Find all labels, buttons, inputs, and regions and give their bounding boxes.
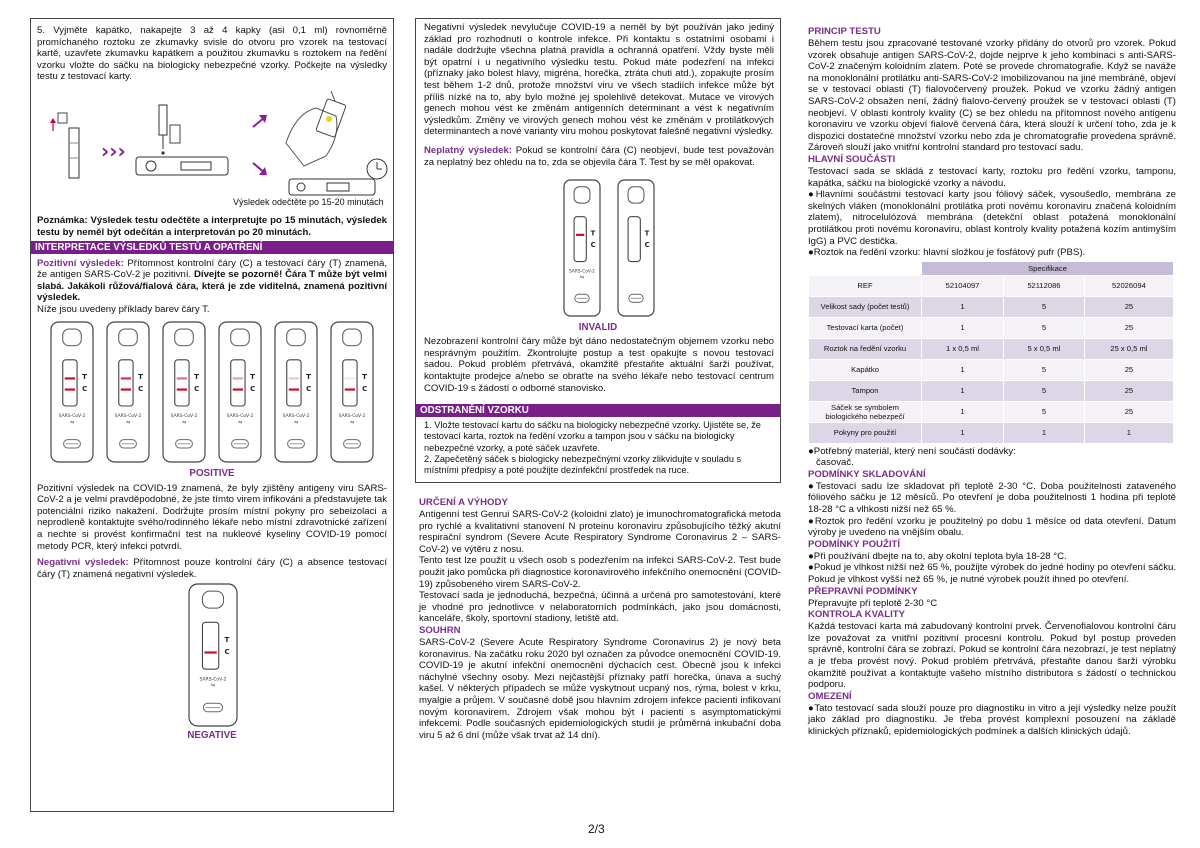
positive-warning: Dívejte se pozorně! Čára T může být velmi slabá. Jakákoli růžová/fialová čára, která je zde viditelná, znamená pozitivní výsledek. [37, 269, 387, 304]
test-cassette [564, 180, 600, 316]
positive-label: Pozitivní výsledek: [37, 257, 124, 269]
result-window [287, 359, 301, 405]
purpose-para-2: Tento test lze použít u všech osob s podezřením na infekci SARS-CoV-2. Test bude použit jako pomůcka při diagnostice koronavirového infekčního onemocnění (COVID-19) způsobeného virem SARS-CoV-2. [419, 555, 781, 590]
components-card: ●Hlavními součástmi testovací karty jsou fóliový sáček, vysoušedlo, membrána ze skelných vláken (monoklonální protilátka proti novému koronaviru značená koloidním zlatem), nitrocelulózová membrána (detekční oblast potažená monoklonální protilátkou proti novému koronaviru, oblast kontroly kvality potažená kozím antimyším IgG) a PVC destička. [808, 189, 1176, 247]
spec-cell: 5 [1004, 317, 1085, 338]
spec-row-label: Tampon [809, 380, 922, 401]
t-line [233, 377, 243, 379]
invalid-cassette-drawing [416, 172, 780, 322]
spec-row [809, 338, 1174, 359]
mark-t: T [138, 372, 143, 381]
cassette-label: SARS-CoV-2 [226, 413, 254, 419]
qc-text: Každá testovací karta má zabudovaný kontrolní prvek. Červenofialovou kontrolní čáru lze považovat za vnitřní pozitivní procesní kontrolu. Pokud byl postup proveden správně, kontrolní čára se zobrazí. Pokud se kontrolní čára nezobrazí, je test neplatný a je třeba provést nový. Pokud problém přetrvává, přestaňte danou šarži výrobku okamžitě používat a kontaktujte vašeho místního distributora s žádostí o technickou podporu. [808, 621, 1176, 691]
spec-row [809, 422, 1174, 443]
use-title: PODMÍNKY POUŽITÍ [808, 538, 901, 550]
spec-row-label: Pokyny pro použití [809, 422, 922, 443]
use-2: ●Pokud je vlhkost nižší než 65 %, použijte výrobek do jedné hodiny po otevření sáčku. Pokud je vlhkost vyšší než 65 %, je nutné výrobek použít ihned po otevření. [808, 562, 1176, 586]
spec-row [809, 359, 1174, 380]
mark-c: C [194, 384, 200, 393]
test-cassette [618, 180, 654, 316]
transport-title: PŘEPRAVNÍ PODMÍNKY [808, 585, 918, 597]
test-cassette [219, 322, 261, 462]
negative-cassette [31, 580, 393, 730]
cassette-sub: Ag [125, 419, 131, 424]
disposal-step-1: 1. Vložte testovací kartu do sáčku na biologicky nebezpečné vzorky. Ujistěte se, že testovací karta, roztok na ředění vzorku a tampon jsou v sáčku na biologicky nebezpečné vzorky, a poté sáček uzavřete. [424, 420, 761, 453]
result-time-caption: Výsledek odečtěte po 15-20 minutách [233, 196, 384, 207]
spec-row-label: Testovací karta (počet) [809, 317, 922, 338]
limits-title: OMEZENÍ [808, 690, 852, 702]
result-window [343, 359, 357, 405]
purpose-title: URČENÍ A VÝHODY [419, 497, 508, 509]
cassette-sub: Ag [69, 419, 75, 424]
mark-c: C [250, 384, 256, 393]
spec-cell: 1 [922, 317, 1004, 338]
page-number: 2/3 [588, 822, 605, 836]
t-line [177, 377, 187, 379]
result-window [175, 359, 189, 405]
invalid-paragraph: Nezobrazení kontrolní čáry může být dáno nedostatečným objemem vzorku nebo nesprávným použitím. Zkontrolujte postup a test opakujte s novou testovací sadou. Pokud problém přetrvává, okamžitě přestaňte aktuální šarži používat, kontaktujte prodejce a/nebo se obraťte na svého lékaře nebo testovací centrum COVID-19 s žádostí o odborné stanovisko. [424, 336, 774, 394]
positive-examples-text: Níže jsou uvedeny příklady barev čáry T. [37, 303, 210, 315]
spec-cell: 25 [1084, 359, 1173, 380]
negative-result-text [37, 557, 387, 580]
invalid-desc: Pokud se kontrolní čára (C) neobjeví, bude test považován za neplatný bez ohledu na to, zda se objevila čára T. Test by se měl opakovat. [424, 144, 774, 168]
test-cassette [331, 322, 373, 462]
spec-cell: 1 [922, 422, 1004, 443]
spec-row [809, 275, 1174, 296]
column-middle [415, 18, 781, 741]
purpose-para-3: Testovací sada je jednoduchá, bezpečná, účinná a určená pro samotestování, které je vhodné pro jednotlivce v nelaboratorních podmínkách, jako jsou domácnosti, kanceláře, školy, sportovní stadiony, letiště atd. [419, 590, 781, 625]
extra-material: ●Potřebný materiál, který není součástí dodávky: [808, 445, 1016, 457]
spec-row [809, 401, 1174, 422]
positive-desc: Přítomnost kontrolní čáry (C) a testovací čáry (T) znamená, že antigen SARS-CoV-2 je pozitivní. [37, 257, 387, 281]
spec-cell: 1 x 0,5 ml [922, 338, 1004, 359]
c-line [177, 388, 187, 390]
components-intro: Testovací sada se skládá z testovací karty, roztoku pro ředění vzorku, tamponu, kapátka, sáčku na biologické vzorky a návodu. [808, 165, 1176, 189]
t-line [289, 377, 299, 379]
spec-row-label: Roztok na ředění vzorku [809, 338, 922, 359]
spec-cell: 1 [922, 359, 1004, 380]
negative-cassette-drawing [31, 580, 393, 730]
t-line [65, 377, 75, 379]
spec-header: Specifikace [922, 261, 1174, 275]
mark-c: C [306, 384, 312, 393]
spec-cell: 52104097 [922, 275, 1004, 296]
c-line [233, 388, 243, 390]
spec-cell: 1 [922, 296, 1004, 317]
result-window [628, 217, 640, 262]
principle-text: Během testu jsou zpracované testované vzorky přidány do otvorů pro vzorek. Pokud vzorek obsahuje antigen SARS-CoV-2, dojde nejprve k jeho kombinaci s anti-SARS-CoV-2 značeným koloidním zlatem. Poté se provede chromatografie. Když se naváže na monoklonální protilátku anti-SARS-CoV-2 imobilizovanou na jiné membráně, objeví se v testovací oblasti (T) fialovočervený proužek. Pokud ve vzorku žádný antigen SARS-CoV-2 obsažen není, žádný fialovo-červený proužek se v testovací oblasti (T) neobjeví. V oblasti kontroly kvality (C) se bez ohledu na přítomnost nového antigenu koronaviru ve vzorku objeví fialově červená čára, která slouží k určení toho, zda je k dispozici dostatečné množství vzorku nebo zda je chromatografie provedena správně. Zároveň slouží jako vnitřní kontrolní standard pro testovací sadu. [808, 38, 1176, 154]
cassette-label: SARS-CoV-2 [338, 413, 366, 419]
mark-t: T [306, 372, 311, 381]
spec-row [809, 380, 1174, 401]
mark-t: T [194, 372, 199, 381]
mark-t: T [590, 229, 596, 238]
mark-t: T [224, 635, 230, 645]
test-cassette [189, 584, 237, 726]
positive-paragraph: Pozitivní výsledek na COVID-19 znamená, že byly zjištěny antigeny viru SARS-CoV-2 a je velmi pravděpodobné, že jste tímto virem infikováni a představujete tak potenciální riziko nakažení. Dodržujte prosím místní pokyny pro sebeizolaci a neprodleně kontaktujte svého/rodinného lékaře nebo místní zdravotnické zařízení a nechte si provést konfirmační test na nukleové kyseliny COVID-19 pomocí metody PCR, který infekci potvrdí. [37, 482, 387, 552]
spec-cell: 25 [1084, 401, 1173, 422]
mark-c: C [224, 647, 230, 657]
principle-title: PRINCIP TESTU [808, 26, 881, 37]
spec-cell: 5 [1004, 401, 1085, 422]
invalid-cassettes [416, 172, 780, 322]
procedure-illustration [31, 83, 393, 209]
cassette-sub: Ag [579, 275, 585, 280]
interpretation-header: INTERPRETACE VÝSLEDKŮ TESTŮ A OPATŘENÍ [31, 241, 393, 254]
middle-top-box [415, 18, 781, 483]
disposal-header: ODSTRANĚNÍ VZORKU [416, 404, 780, 417]
cassette-sub: Ag [237, 419, 243, 424]
negative-label: Negativní výsledek: [37, 557, 129, 569]
spec-row-label: Sáček se symbolem biologického nebezpečí [809, 401, 922, 422]
column-left [30, 18, 394, 812]
c-line [345, 388, 355, 390]
spec-cell: 1 [1084, 422, 1173, 443]
disposal-step-2: 2. Zapečetěný sáček s biologicky nebezpečnými vzorky zlikvidujte v souladu s místními předpisy a poté použijte dezinfekční prostředek na ruce. [424, 453, 742, 475]
spec-row-label: Kapátko [809, 359, 922, 380]
spec-row-label: REF [809, 275, 922, 296]
specification-table [808, 261, 1174, 444]
spec-cell: 1 [922, 380, 1004, 401]
result-window [202, 623, 218, 670]
spec-cell: 1 [1004, 422, 1085, 443]
use-1: ●Při používání dbejte na to, aby okolní teplota byla 18-28 °C. [808, 550, 1067, 562]
cassette-label: SARS-CoV-2 [114, 413, 142, 419]
components-solution: ●Roztok na ředění vzorku: hlavní složkou je fosfátový pufr (PBS). [808, 247, 1086, 259]
cassette-label: SARS-CoV-2 [58, 413, 86, 419]
mark-c: C [590, 241, 596, 250]
cassette-sub: Ag [293, 419, 299, 424]
result-window [63, 359, 77, 405]
spec-cell: 5 [1004, 359, 1085, 380]
spec-row [809, 296, 1174, 317]
spec-cell: 5 x 0,5 ml [1004, 338, 1085, 359]
mark-t: T [250, 372, 255, 381]
cassette-sub: Ag [210, 683, 216, 688]
result-window [231, 359, 245, 405]
spec-cell: 1 [922, 401, 1004, 422]
column-right [808, 18, 1176, 738]
mark-c: C [644, 241, 650, 250]
c-line [65, 388, 75, 390]
mark-c: C [362, 384, 368, 393]
storage-1: ●Testovací sadu lze skladovat při teplotě 2-30 °C. Doba použitelnosti zataveného fóliového sáčku je 12 měsíců. Po otevření je doba použitelnosti 1 hodina při teplotě 18-28 °C a vlhkosti nižší než 65 %. [808, 480, 1176, 516]
note-text: Poznámka: Výsledek testu odečtěte a interpretujte po 15 minutách, výsledek testu by neměl být odečítán a interpretován po 20 minutách. [37, 214, 387, 238]
test-cassette [275, 322, 317, 462]
t-line [121, 377, 131, 379]
cassette-label: SARS-CoV-2 [282, 413, 310, 419]
positive-result-text [37, 258, 387, 304]
procedure-diagram [31, 83, 393, 209]
positive-cassette-row [31, 316, 393, 472]
mark-c: C [138, 384, 144, 393]
t-line [576, 234, 584, 236]
invalid-label: Neplatný výsledek: [424, 144, 512, 156]
invalid-result-text [424, 145, 774, 168]
spec-cell: 52026094 [1084, 275, 1173, 296]
svg-text:›››: ››› [101, 138, 126, 163]
c-line [289, 388, 299, 390]
limits-text: ●Tato testovací sada slouží pouze pro diagnostiku in vitro a její výsledky nelze použít jako základ pro diagnostiku. Je třeba provést komplexní posouzení na základě klinických příznaků, epidemiologických podmínek a dalších klinických údajů. [808, 702, 1176, 737]
spec-cell: 25 [1084, 296, 1173, 317]
extra-material-item: časovač. [816, 457, 854, 469]
invalid-caption: INVALID [578, 322, 618, 334]
spec-cell: 25 [1084, 380, 1173, 401]
mark-c: C [82, 384, 88, 393]
summary-text: SARS-CoV-2 (Severe Acute Respiratory Syndrome Coronavirus 2) je nový beta koronavirus. Na začátku roku 2020 byl označen za původce onemocnění COVID-19. COVID-19 je akutní infekční onemocnění dýchacích cest. Obecně jsou k infekci náchylné všechny osoby. Mezi nejčastější příznaky patří horečka, únava a suchý kašel. V některých případech se může vyskytnout ucpaný nos, rýma, bolest v krku, myalgie a průjem. V současné době jsou hlavním zdrojem infekce pacienti infikovaní novým koronavirem. Zdrojem však mohou být i pacienti s asymptomatickými infekcemi. Podle současných epidemiologických studií je průměrná inkubační doba viru 5 až 6 dní (může však trvat až 14 dní). [419, 637, 781, 741]
negative-desc: Přítomnost pouze kontrolní čáry (C) a absence testovací čáry (T) znamená negativní výsledek. [37, 557, 387, 580]
t-line [345, 377, 355, 379]
mark-t: T [82, 372, 87, 381]
negative-caption: NEGATIVE [187, 730, 237, 742]
mark-t: T [362, 372, 367, 381]
positive-cassettes [31, 316, 393, 472]
test-cassette [51, 322, 93, 462]
spec-cell: 52112086 [1004, 275, 1085, 296]
spec-row [809, 317, 1174, 338]
positive-caption: POSITIVE [189, 467, 235, 479]
transport-text: Přepravujte při teplotě 2-30 °C [808, 597, 938, 609]
spec-cell: 25 x 0,5 ml [1084, 338, 1173, 359]
purpose-para-1: Antigenní test Genrui SARS-CoV-2 (koloidní zlato) je imunochromatografická metoda pro rychlé a kvalitativní stanovení N proteinu koronaviru způsobujícího těžký akutní respirační syndrom (Severe Acute Respiratory Syndrome Coronavirus 2 – SARS-CoV-2) ve výtěru z nosu. [419, 509, 781, 555]
cassette-label: SARS-CoV-2 [170, 413, 198, 419]
spec-header-row [809, 261, 1174, 275]
cassette-label: SARS-CoV-2 [569, 269, 595, 275]
storage-title: PODMÍNKY SKLADOVÁNÍ [808, 468, 926, 480]
negative-continued: Negativní výsledek nevylučuje COVID-19 a neměl by být používán jako jediný základ pro rozhodnutí o kontrole infekce. Při kontaktu s ostatními osobami i nadále dodržujte všechna platná pravidla a ochranná opatření. Vždy byste měli být opatrní i u negativního výsledku testu. Pokud máte podezření na infekci (příznaky jako bolest hlavy, migréna, horečka, ztráta chuti atd.), zopakujte prosím test během 1-2 dnů, protože množství viru ve všech stadiích infekce může být příliš nízké na to, aby bylo možné jej spolehlivě detekovat. Mutace ve virových genech mohou vést ke změnám antigenních determinant a vést k negativním výsledkům. Změny ve virových genech mohou vést ke změnám v protilátkových determinantech a nové varianty viru mohou poskytovat falešně negativní výsledky. [424, 22, 774, 138]
step-5-text: 5. Vyjměte kapátko, nakapejte 3 až 4 kapky (asi 0,1 ml) rovnoměrně promíchaného roztoku ze zkumavky svisle do otvoru pro vzorek na testovací kartě, uzavřete zkumavku kapátkem a použitou zkumavku s roztokem na ředění vzorku vložte do sáčku na biologicky nebezpečné vzorky. Počkejte na výsledky testu z testovací karty. [37, 25, 387, 83]
cassette-label: SARS-CoV-2 [199, 677, 227, 683]
components-title: HLAVNÍ SOUČÁSTI [808, 153, 896, 165]
cassette-sub: Ag [181, 419, 187, 424]
test-cassette [107, 322, 149, 462]
c-line [204, 652, 216, 654]
mark-t: T [644, 229, 650, 238]
cassette-sub: Ag [349, 419, 355, 424]
test-cassette [163, 322, 205, 462]
c-line [121, 388, 131, 390]
spec-cell: 25 [1084, 317, 1173, 338]
result-window [119, 359, 133, 405]
result-window [574, 217, 586, 262]
spec-cell: 5 [1004, 296, 1085, 317]
storage-2: ●Roztok pro ředění vzorku je použitelný po dobu 1 měsíce od data otevření. Datum výroby je uvedeno na vnějším obalu. [808, 515, 1176, 539]
spec-row-label: Velikost sady (počet testů) [809, 296, 922, 317]
spec-cell: 5 [1004, 380, 1085, 401]
summary-title: SOUHRN [419, 625, 461, 637]
qc-title: KONTROLA KVALITY [808, 609, 905, 621]
